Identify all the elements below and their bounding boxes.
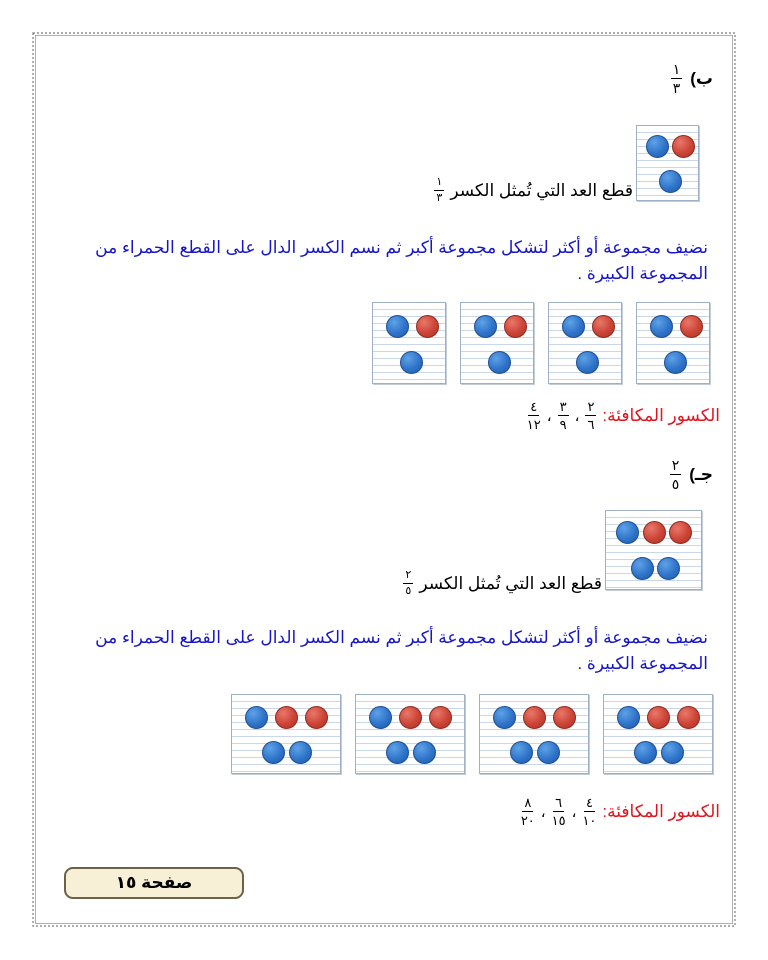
- equiv-fraction: $\frac{٣}{٩}$: [559, 399, 567, 432]
- red-counter: [429, 706, 452, 729]
- page-number-badge: [64, 867, 244, 899]
- red-counter: [672, 135, 695, 158]
- blue-counter: [510, 741, 533, 764]
- blue-counter: [369, 706, 392, 729]
- separator: ،: [546, 407, 552, 425]
- blue-counter: [400, 351, 423, 374]
- counter-card: [479, 694, 589, 774]
- section-b-fraction: $\frac{١}{٣}$: [672, 61, 681, 96]
- equiv-fraction: $\frac{٤}{١٢}$: [526, 399, 541, 432]
- page-frame: [31, 31, 737, 928]
- red-counter: [647, 706, 670, 729]
- red-counter: [399, 706, 422, 729]
- blue-counter: [562, 315, 585, 338]
- red-counter: [504, 315, 527, 338]
- red-counter: [592, 315, 615, 338]
- blue-counter: [289, 741, 312, 764]
- blue-counter: [659, 170, 682, 193]
- section-b-heading: [671, 62, 713, 95]
- blue-counter: [646, 135, 669, 158]
- counter-card: [603, 694, 713, 774]
- blue-counter: [488, 351, 511, 374]
- counter-card: [355, 694, 465, 774]
- page-number-label: صفحة ١٥: [115, 873, 193, 892]
- section-c-equiv-label: الكسور المكافئة:: [602, 801, 720, 821]
- blue-counter: [537, 741, 560, 764]
- blue-counter: [262, 741, 285, 764]
- blue-counter: [493, 706, 516, 729]
- section-b-equivalents: [527, 400, 720, 431]
- blue-counter: [386, 741, 409, 764]
- red-counter: [305, 706, 328, 729]
- section-b-caption: قطع العد التي تُمثل الكسر: [450, 180, 633, 200]
- counter-card: [636, 302, 710, 384]
- blue-counter: [576, 351, 599, 374]
- wavy-border: [31, 31, 737, 928]
- counter-card: [460, 302, 534, 384]
- blue-counter: [474, 315, 497, 338]
- blue-counter: [386, 315, 409, 338]
- equiv-fraction: $\frac{٤}{١٠}$: [582, 795, 597, 828]
- section-c-label: جـ): [689, 464, 713, 484]
- section-b-equiv-label: الكسور المكافئة:: [602, 405, 720, 425]
- counter-card: [636, 125, 699, 201]
- counter-card: [372, 302, 446, 384]
- blue-counter: [657, 557, 680, 580]
- blue-counter: [634, 741, 657, 764]
- blue-counter: [661, 741, 684, 764]
- section-c-instruction: نضيف مجموعة أو أكثر لتشكل مجموعة أكبر ثم نسم الكسر الدال على القطع الحمراء من المجموعة الكبيرة .: [95, 628, 708, 673]
- equiv-fraction: $\frac{٦}{١٥}$: [551, 795, 566, 828]
- section-c-equivalents: [521, 796, 720, 827]
- red-counter: [416, 315, 439, 338]
- counter-card: [548, 302, 622, 384]
- separator: ،: [540, 803, 546, 821]
- blue-counter: [616, 521, 639, 544]
- section-b-instruction: نضيف مجموعة أو أكثر لتشكل مجموعة أكبر ثم نسم الكسر الدال على القطع الحمراء من المجموعة الكبيرة .: [95, 238, 708, 283]
- blue-counter: [413, 741, 436, 764]
- blue-counter: [650, 315, 673, 338]
- counter-card: [605, 510, 702, 590]
- red-counter: [275, 706, 298, 729]
- red-counter: [553, 706, 576, 729]
- separator: ،: [574, 407, 580, 425]
- section-c-caption: قطع العد التي تُمثل الكسر: [419, 573, 602, 593]
- section-c-heading: [670, 458, 713, 491]
- red-counter: [643, 521, 666, 544]
- blue-counter: [631, 557, 654, 580]
- blue-counter: [664, 351, 687, 374]
- separator: ،: [571, 803, 577, 821]
- equiv-fraction: $\frac{٨}{٢٠}$: [520, 795, 535, 828]
- equiv-fraction: $\frac{٢}{٦}$: [587, 399, 595, 432]
- red-counter: [523, 706, 546, 729]
- section-b-caption-row: [434, 177, 633, 204]
- section-c-fraction: $\frac{٢}{٥}$: [671, 457, 680, 492]
- section-c-caption-row: [403, 570, 602, 597]
- red-counter: [669, 521, 692, 544]
- blue-counter: [245, 706, 268, 729]
- blue-counter: [617, 706, 640, 729]
- counter-card: [231, 694, 341, 774]
- red-counter: [680, 315, 703, 338]
- section-b-label: ب): [690, 68, 713, 88]
- section-b-caption-fraction: $\frac{١}{٣}$: [436, 176, 443, 204]
- red-counter: [677, 706, 700, 729]
- section-c-caption-fraction: $\frac{٢}{٥}$: [405, 569, 412, 597]
